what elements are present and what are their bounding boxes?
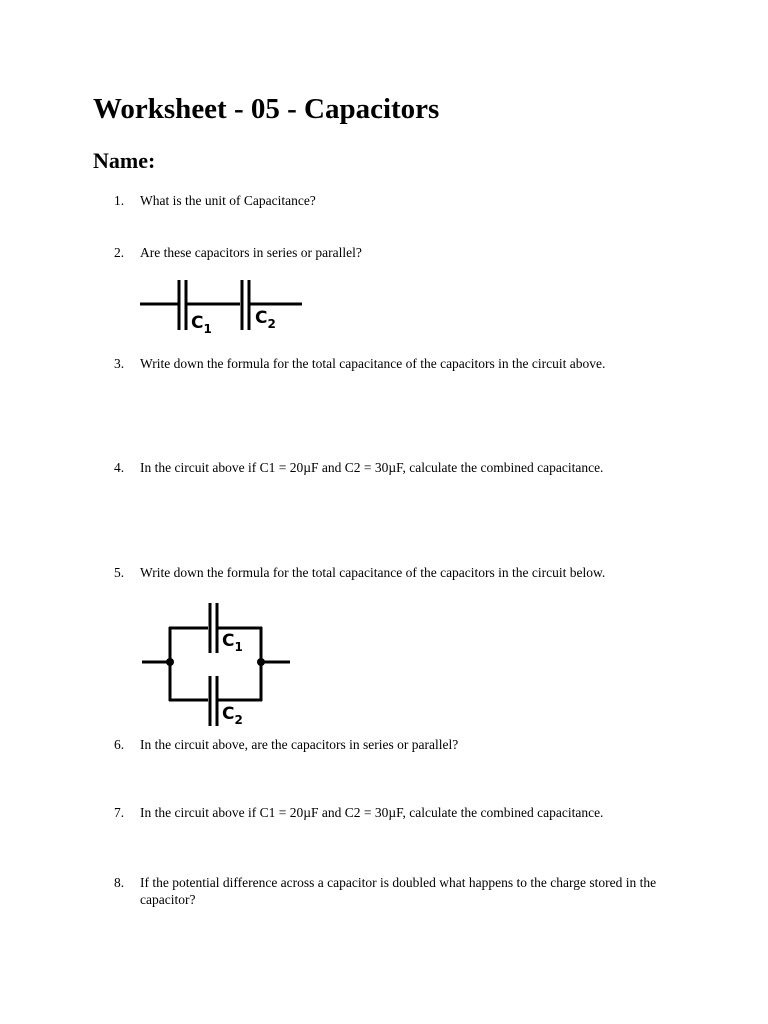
c2-letter: C (222, 704, 235, 724)
series-circuit-svg (138, 278, 308, 338)
question-number: 7. (114, 805, 125, 820)
question-text: In the circuit above if C1 = 20µF and C2 = 30µF, calculate the combined capacitance. (140, 460, 604, 475)
c2-letter: C (255, 308, 268, 328)
parallel-circuit-svg (140, 598, 300, 730)
c1-label (191, 313, 212, 336)
question-number: 3. (114, 356, 125, 371)
question-number: 5. (114, 565, 125, 580)
junction-right (257, 658, 265, 666)
question-number: 4. (114, 460, 125, 475)
question-number: 2. (114, 245, 125, 260)
question-text: Write down the formula for the total capacitance of the capacitors in the circuit below. (140, 565, 606, 580)
c2-subscript: 2 (234, 713, 243, 727)
question-number: 1. (114, 193, 125, 208)
question-number: 8. (114, 875, 125, 890)
question-text: If the potential difference across a capacitor is doubled what happens to the charge stored in the capacitor? (140, 875, 657, 907)
c1-label (222, 631, 243, 654)
question-text: Write down the formula for the total capacitance of the capacitors in the circuit above. (140, 356, 606, 371)
question-number: 6. (114, 737, 125, 752)
worksheet-title: Worksheet - 05 - Capacitors (93, 93, 440, 125)
question-text: Are these capacitors in series or parallel? (140, 245, 362, 260)
c1-subscript: 1 (203, 322, 212, 336)
c1-letter: C (191, 313, 204, 333)
question-text: In the circuit above if C1 = 20µF and C2 = 30µF, calculate the combined capacitance. (140, 805, 604, 820)
question-text: In the circuit above, are the capacitors in series or parallel? (140, 737, 459, 752)
c2-subscript: 2 (267, 317, 276, 331)
parallel-circuit-diagram (140, 598, 300, 730)
series-circuit-diagram (138, 278, 308, 338)
name-label: Name: (93, 148, 156, 173)
c1-subscript: 1 (234, 640, 243, 654)
c2-label (255, 308, 276, 331)
c2-label (222, 704, 243, 727)
junction-left (166, 658, 174, 666)
c1-letter: C (222, 631, 235, 651)
question-text: What is the unit of Capacitance? (140, 193, 316, 208)
